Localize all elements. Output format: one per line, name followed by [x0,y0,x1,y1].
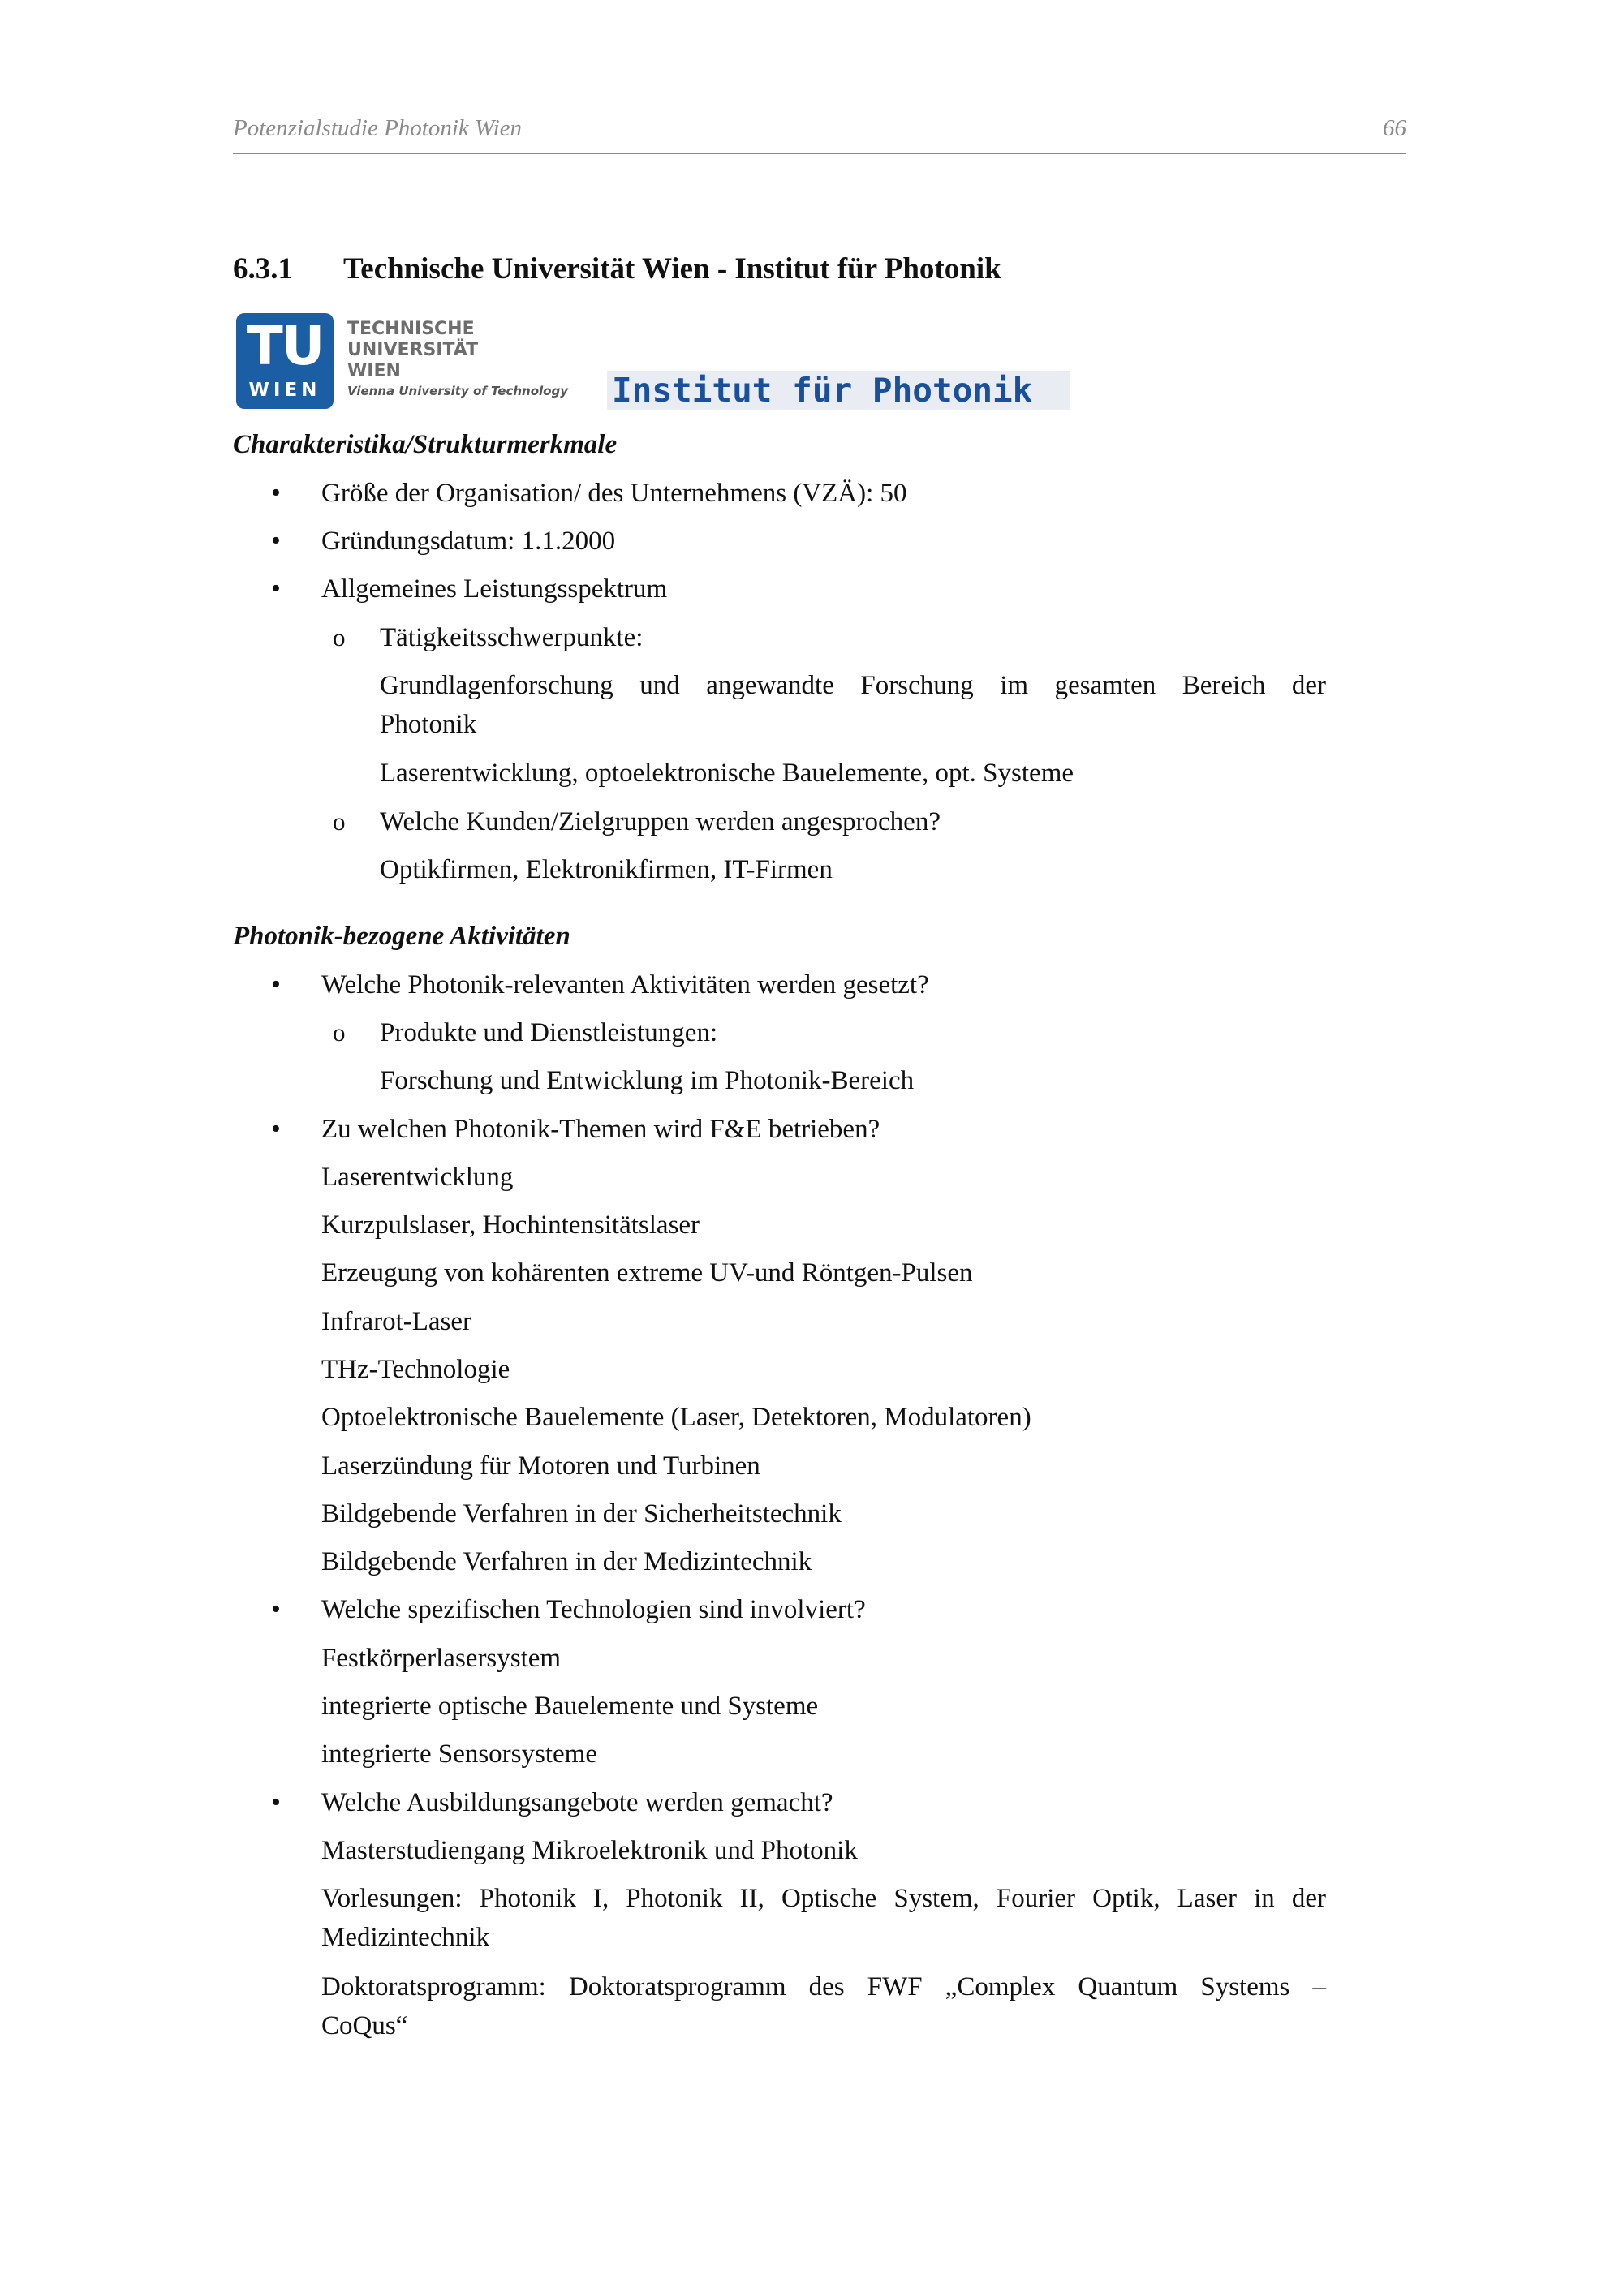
aktivitaeten-heading: Photonik-bezogene Aktivitäten [233,922,570,951]
document-title: Potenzialstudie Photonik Wien [233,115,523,141]
sub-bullet-icon: o [333,807,346,836]
topic-item: THz-Technologie [321,1355,510,1384]
paragraph-line: CoQus“ [321,2011,408,2040]
topic-item: Erzeugung von kohärenten extreme UV-und Röntgen-Pulsen [321,1258,973,1288]
tu-wordmark-line2: UNIVERSITÄT [347,340,479,360]
bullet-icon: • [271,1594,281,1624]
topic-item: Kurzpulslaser, Hochintensitätslaser [321,1210,700,1240]
tu-logo-letters: TU [246,315,324,377]
topic-item: Laserzündung für Motoren und Turbinen [321,1451,760,1481]
paragraph-line: Grundlagenforschung und angewandte Forschung im gesamten Bereich der [380,671,1326,700]
list-item: Allgemeines Leistungsspektrum [321,574,668,604]
list-item: Zu welchen Photonik-Themen wird F&E betrieben? [321,1115,880,1144]
paragraph-line: Medizintechnik [321,1923,490,1952]
sub-bullet-icon: o [333,623,346,651]
bullet-icon: • [271,478,281,508]
bullet-icon: • [271,970,281,1000]
list-item: Größe der Organisation/ des Unternehmens (VZÄ): 50 [321,479,907,508]
tu-wien-logo [236,313,334,409]
tu-wordmark-line4: Vienna University of Technology [347,384,568,398]
tu-wordmark [347,319,568,400]
topic-item: Optoelektronische Bauelemente (Laser, Detektoren, Modulatoren) [321,1403,1031,1432]
tu-wordmark-line3: WIEN [347,361,401,381]
tu-logo-wien: WIEN [248,380,321,401]
paragraph-line: Vorlesungen: Photonik I, Photonik II, Optische System, Fourier Optik, Laser in der [321,1884,1326,1913]
list-item: Welche spezifischen Technologien sind involviert? [321,1595,866,1624]
section-heading [233,252,1001,286]
sub-item: Tätigkeitsschwerpunkte: [380,623,644,652]
list-item: Welche Ausbildungsangebote werden gemacht? [321,1788,833,1817]
sub-item: Welche Kunden/Zielgruppen werden angesprochen? [380,807,941,836]
institute-banner: Institut für Photonik [607,371,1070,410]
list-item: Gründungsdatum: 1.1.2000 [321,527,616,556]
technology-item: integrierte optische Bauelemente und Systeme [321,1692,819,1721]
topic-item: Bildgebende Verfahren in der Sicherheitstechnik [321,1499,842,1529]
paragraph-line: Forschung und Entwicklung im Photonik-Bereich [380,1066,915,1095]
paragraph-line: Photonik [380,710,477,739]
education-item: Masterstudiengang Mikroelektronik und Photonik [321,1836,858,1865]
page-number: 66 [1383,115,1406,141]
technology-item: Festkörperlasersystem [321,1644,562,1673]
sub-item: Produkte und Dienstleistungen: [380,1018,718,1047]
topic-item: Bildgebende Verfahren in der Medizintechnik [321,1547,812,1576]
charakteristika-heading: Charakteristika/Strukturmerkmale [233,430,618,459]
bullet-icon: • [271,574,281,604]
paragraph-line: Optikfirmen, Elektronikfirmen, IT-Firmen [380,855,833,884]
paragraph-line: Laserentwicklung, optoelektronische Bauelemente, opt. Systeme [380,759,1074,788]
bullet-icon: • [271,526,281,556]
page-header [233,115,1406,154]
list-item: Welche Photonik-relevanten Aktivitäten werden gesetzt? [321,970,929,1000]
tu-wordmark-line1: TECHNISCHE [347,319,475,339]
bullet-icon: • [271,1114,281,1144]
paragraph-line: Doktoratsprogramm: Doktoratsprogramm des FWF „Complex Quantum Systems – [321,1972,1326,2001]
section-title: Technische Universität Wien - Institut für Photonik [343,252,1001,286]
sub-bullet-icon: o [333,1018,346,1047]
topic-item: Laserentwicklung [321,1163,514,1192]
technology-item: integrierte Sensorsysteme [321,1739,597,1769]
topic-item: Infrarot-Laser [321,1307,472,1336]
bullet-icon: • [271,1787,281,1817]
section-number: 6.3.1 [233,252,293,286]
